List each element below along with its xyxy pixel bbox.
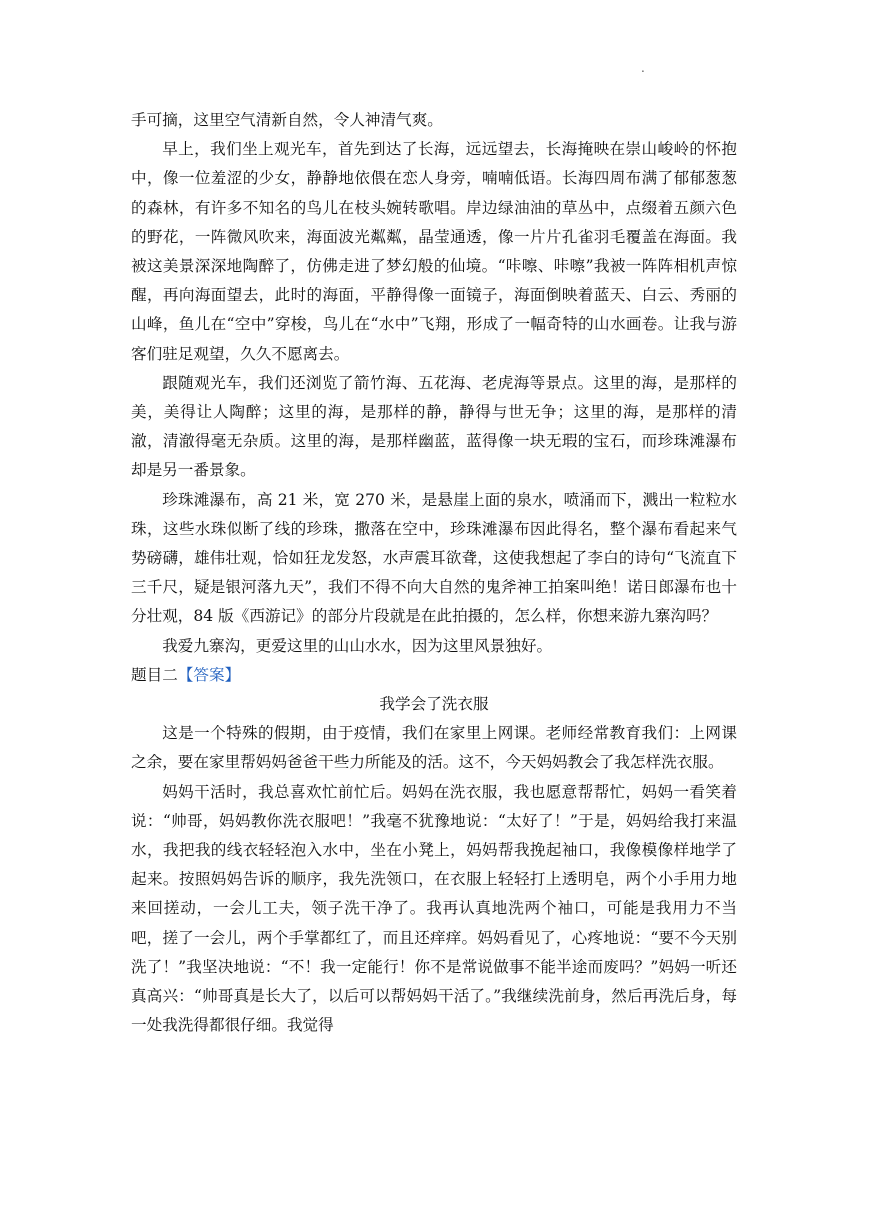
essay1-paragraph-2: 跟随观光车，我们还浏览了箭竹海、五花海、老虎海等景点。这里的海，是那样的美，美得让人陶醉；这里的海，是那样的静，静得与世无争；这里的海，是那样的清澈，清澈得毫无杂质。这里的海，是那样幽蓝，蓝得像一块无瑕的宝石，而珍珠滩瀑布却是另一番景象。 (131, 373, 737, 480)
essay1-paragraph-3: 珍珠滩瀑布，高 21 米，宽 270 米，是悬崖上面的泉水，喷涌而下，溅出一粒粒水珠，这些水珠似断了线的珍珠，撒落在空中，珍珠滩瀑布因此得名，整个瀑布看起来气势磅礴，雄伟壮观，恰如狂龙发怒，水声震耳欲聋，这使我想起了李白的诗句“飞流直下三千尺，疑是银河落九天”，我们不得不向大自然的鬼斧神工拍案叫绝！诺日郎瀑布也十分壮观，84 版《西游记》的部分片段就是在此拍摄的，怎么样，你想来游九寨沟吗？ (131, 490, 737, 626)
essay2-paragraph-1: 这是一个特殊的假期，由于疫情，我们在家里上网课。老师经常教育我们：上网课之余，要在家里帮妈妈爸爸干些力所能及的活。这不，今天妈妈教会了我怎样洗衣服。 (131, 724, 737, 772)
question-label: 题目二 (131, 665, 178, 684)
essay2-paragraph-2: 妈妈干活时，我总喜欢忙前忙后。妈妈在洗衣服，我也愿意帮帮忙，妈妈一看笑着说：“帅哥，妈妈教你洗衣服吧！”我毫不犹豫地说：“太好了！”于是，妈妈给我打来温水，我把我的线衣轻轻泡入水中，坐在小凳上，妈妈帮我挽起袖口，我像模像样地学了起来。按照妈妈告诉的顺序，我先洗领口，在衣服上轻轻打上透明皂，两个小手用力地来回搓动，一会儿工夫，领子洗干净了。我再认真地洗两个袖口，可能是我用力不当吧，搓了一会儿，两个手掌都红了，而且还痒痒。妈妈看见了，心疼地说：“要不今天别洗了！”我坚决地说：“不！我一定能行！你不是常说做事不能半途而废吗？”妈妈一听还真高兴：“帅哥真是长大了，以后可以帮妈妈干活了。”我继续洗前身，然后再洗后身，每一处我洗得都很仔细。我觉得 (131, 782, 737, 1035)
answer-tag: 【答案】 (177, 665, 241, 684)
essay1-paragraph-1: 早上，我们坐上观光车，首先到达了长海，远远望去，长海掩映在崇山峻岭的怀抱中，像一位羞涩的少女，静静地依偎在恋人身旁，喃喃低语。长海四周布满了郁郁葱葱的森林，有许多不知名的鸟儿在枝头婉转歌唱。岸边绿油油的草丛中，点缀着五颜六色的野花，一阵微风吹来，海面波光粼粼，晶莹通透，像一片片孔雀羽毛覆盖在海面。我被这美景深深地陶醉了，仿佛走进了梦幻般的仙境。“咔嚓、咔嚓”我被一阵阵相机声惊醒，再向海面望去，此时的海面，平静得像一面镜子，海面倒映着蓝天、白云、秀丽的山峰，鱼儿在“空中”穿梭，鸟儿在“水中”飞翔，形成了一幅奇特的山水画卷。让我与游客们驻足观望，久久不愿离去。 (131, 140, 737, 363)
essay1-paragraph-0: 手可摘，这里空气清新自然，令人神清气爽。 (131, 111, 443, 129)
document-body (131, 106, 737, 1041)
question-heading (131, 661, 737, 690)
essay1-paragraph-4: 我爱九寨沟，更爱这里的山山水水，因为这里风景独好。 (162, 636, 553, 655)
essay2-title: 我学会了洗衣服 (379, 695, 489, 714)
page-header-dot: . (641, 61, 645, 75)
